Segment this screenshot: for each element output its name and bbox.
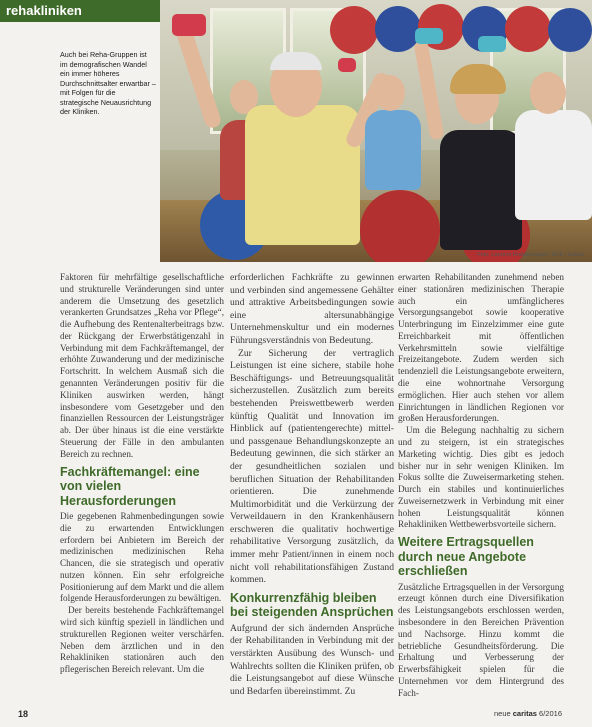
page-number: 18 [18, 709, 29, 719]
photo-credit: Foto: Laurens Hoddenhagen / AOK / tschau [477, 252, 584, 258]
section-tag: rehakliniken [6, 3, 82, 18]
magazine-name: neue [493, 709, 511, 718]
subheading: Fachkräftemangel: eine von vielen Herausforderungen [60, 464, 200, 508]
paragraph: Um die Belegung nachhaltig zu sichern und zu steigern, ist ein strategisches Marketing wichtig. Dies gibt es jedoch bisher nur in sehr wenigen Kliniken. Im Fokus sollte die Zuweisermarketing stehen. Durch ein stabiles und kontinuierliches Zuweisernetzwerk in Verbindung mit einer hohen Leistungsqualität können Rehakliniken Wettbewerbsvorteile sichern. [398, 425, 564, 530]
exercise-ball [505, 6, 551, 52]
article-column-1 [60, 272, 224, 676]
dumbbell [338, 58, 356, 72]
person-torso [515, 110, 592, 220]
paragraph: Die gegebenen Rahmenbedingungen sowie die zu erwartenden Entwicklungen erfordern bei Anbietern im Bereich der medizinischen medizinischen Reha Chancen, die sie strategisch und operativ nutzen können. Ein sehr erfolgreiche Positionierung auf dem Markt und die allem folgende Herausforderungen zu bewältigen. [60, 511, 224, 604]
photo-caption: Auch bei Reha-Gruppen ist im demografischen Wandel ein immer höheres Durchschnittsalter erwartbar – mit Folgen für die strategische Neuausrichtung der Kliniken. [60, 50, 156, 116]
section-header-band [0, 0, 160, 22]
exercise-ball [360, 190, 440, 262]
exercise-ball [548, 8, 592, 52]
dumbbell [415, 28, 443, 44]
person-head [375, 75, 405, 111]
paragraph: Zusätzliche Ertragsquellen in der Versorgung erzeugt können durch eine Diversifikation des Leistungsangebots erschlossen werden, insbesondere in den Bereichen Prävention und Nachsorge. Hinzu kommt die betriebliche Gesundheitsförderung. Die Erhaltung und Verbesserung der Erwerbsfähigkeit spielen für die Unternehmen vor dem Hintergrund des Fach- [398, 581, 565, 698]
paragraph: erforderlichen Fachkräfte zu gewinnen und verbinden sind angemessene Gehälter und attraktive Arbeitsbedingungen sowie eine altersunabhängige Unternehmenskultur und ein modernes Führungsverständnis von Bedeutung. [230, 272, 394, 346]
dumbbell [172, 14, 206, 36]
person-torso [365, 110, 421, 190]
person-hair [270, 52, 322, 70]
person-head [530, 72, 566, 114]
paragraph: erwarten Rehabilitanden zunehmend neben einer stationären medizinischen Therapie auch ein umfänglicheres Versorgungsangebot sowie kooperative Unterbringung im Einzelzimmer eine gute Erreichbarkeit mit öffentlichen Verkehrsmitteln sowie vielfältige Freizeitangebote. Zudem werden sich tendenziell die Leistungsangebote erweitern, die eine wohnortnahe Versorgung ermöglichen. Hier auch stehen vor allem Einrichtungen in ländlichen Regionen vor großen Herausforderungen. [398, 272, 564, 424]
article-column-3 [398, 272, 564, 700]
exercise-ball [330, 6, 378, 54]
dumbbell [478, 36, 506, 52]
person-torso [440, 130, 522, 250]
person-torso [245, 105, 360, 245]
rehab-group-photo [160, 0, 592, 262]
subheading: Konkurrenzfähig bleiben bei steigenden Ansprüchen [230, 590, 394, 620]
paragraph: Der bereits bestehende Fachkräftemangel wird sich künftig speziell in ländlichen und strukturellen Regionen weiter verschärfen. Neben dem ärztlichen und in den Rehakliniken stationären auch den pflegerischen Bereich relevant. Um die [60, 605, 224, 675]
article-column-2 [230, 272, 394, 698]
subheading: Weitere Ertragsquellen durch neue Angebote erschließen [398, 535, 534, 579]
magazine-name-bold: caritas [512, 709, 537, 718]
magazine-footer [494, 709, 562, 718]
issue-number: 6/2016 [539, 709, 562, 718]
paragraph: Aufgrund der sich ändernden Ansprüche der Rehabilitanden in Verbindung mit der verstärkten Ausübung des Wunsch- und Wahlrechts sollten die Kliniken prüfen, ob die Leistungsangebot auf diese Wünsche und Bedarfen übereinstimmt. Zu [230, 622, 394, 697]
paragraph: Faktoren für mehrfältige gesellschaftliche und strukturelle Veränderungen sind unter anderem die Umsetzung des gesetzlich verankerten Grundsatzes „Reha vor Pflege“, die Aufhebung des Rentenalterbeitrags bzw. der Rückgang der Erwerbstätigenzahl in Verbindung mit dem Fachkräftemangel, der erhöhte Zuwanderung und der medizinische Fortschritt. In welchem Ausmaß sich die genannten Veränderungen positiv für die Kliniken auswirken werden, hängt insbesondere vom Gesetzgeber und den finanziellen Ressourcen der Leistungsträger ab. Der über hinaus ist die eine verstärkte Steuerung der Fälle in den ambulanten Bereich zu rechnen. [60, 272, 224, 459]
paragraph: Zur Sicherung der vertraglich Leistungen ist eine sichere, stabile hohe Beschäftigungs- und Betreuungsqualität sicherzustellen. Zusätzlich zum bereits bestehenden Preiswettbewerb werden künftig Qualität und Innovation im Hinblick auf (patientengerechte) mittel- und passgenaue Behandlungskonzepte an Bedeutung gewinnen, die sich stärker an der gesundheitlichen sozialen und beruflichen Situation der Rehabilitanden orientieren. Die zunehmende Multimorbidität und die Verkürzung der Verweildauern in den Krankenhäusern erschweren die qualitativ hochwertige rehabilitative Versorgung zusätzlich, da immer mehr Patient/innen in einem noch nicht voll rehabilitationsfähigen Zustand kommen. [230, 347, 394, 586]
